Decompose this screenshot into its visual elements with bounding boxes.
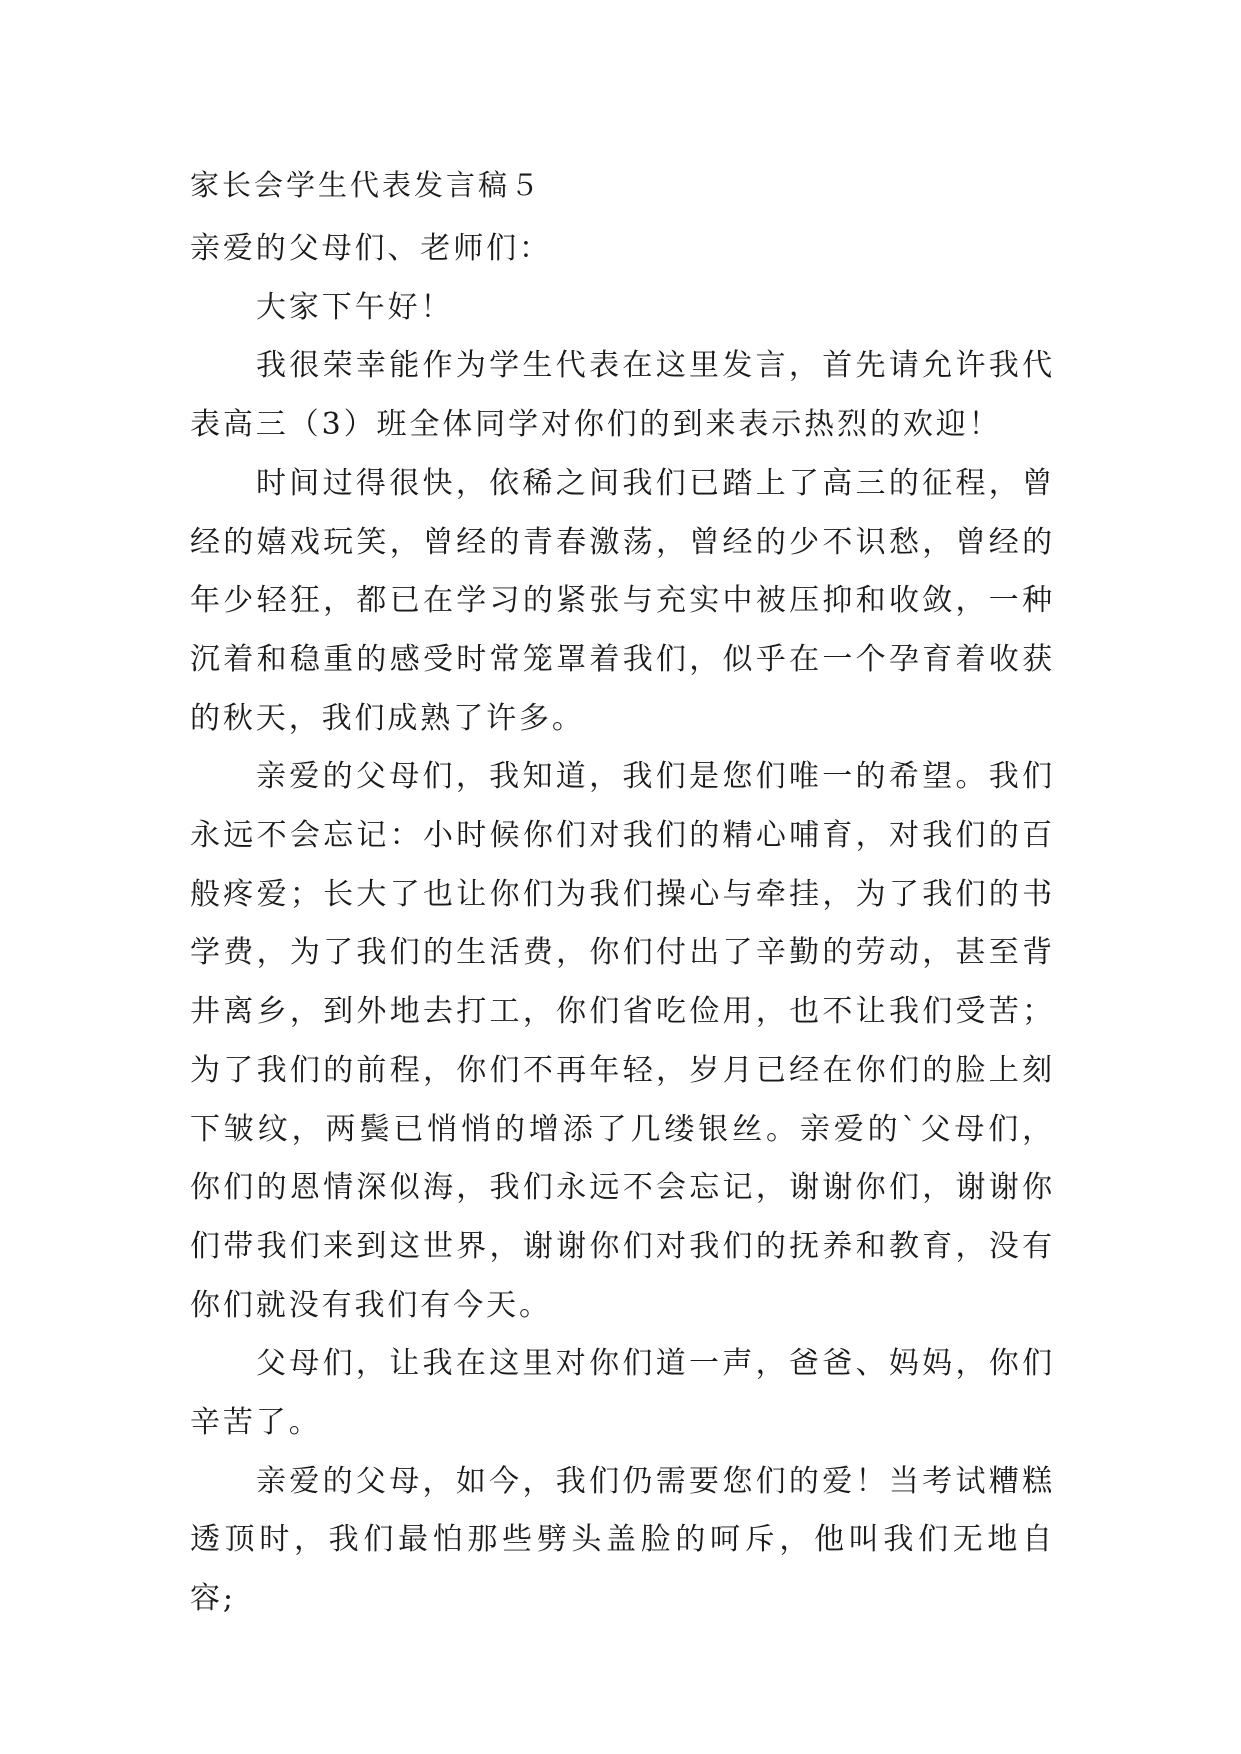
document-body bbox=[190, 220, 1055, 1629]
salutation: 亲爱的父母们、老师们： bbox=[190, 231, 552, 266]
paragraph-greeting: 大家下午好！ bbox=[256, 289, 454, 325]
paragraph-need-love: 亲爱的父母，如今，我们仍需要您们的爱！当考试糟糕透顶时，我们最怕那些劈头盖脸的呵斥，他叫我们无地自容; bbox=[190, 1463, 1055, 1617]
document-title: 家长会学生代表发言稿５ bbox=[190, 168, 543, 202]
paragraph-welcome: 我很荣幸能作为学生代表在这里发言，首先请允许我代表高三（3）班全体同学对你们的到来表示热烈的欢迎！ bbox=[190, 348, 1055, 443]
paragraph-gratitude: 亲爱的父母们，我知道，我们是您们唯一的希望。我们永远不会忘记：小时候你们对我们的精心哺育，对我们的百般疼爱；长大了也让你们为我们操心与牵挂，为了我们的书学费，为了我们的生活费，你们付出了辛勤的劳动，甚至背井离乡，到外地去打工，你们省吃俭用，也不让我们受苦；为了我们的前程，你们不再年轻，岁月已经在你们的脸上刻下皱纹，两鬓已悄悄的增添了几缕银丝。亲爱的`父母们，你们的恩情深似海，我们永远不会忘记，谢谢你们，谢谢你们带我们来到这世界，谢谢你们对我们的抚养和教育，没有你们就没有我们有今天。 bbox=[190, 759, 1055, 1323]
paragraph-thanks: 父母们，让我在这里对你们道一声，爸爸、妈妈，你们辛苦了。 bbox=[190, 1346, 1055, 1441]
paragraph-time: 时间过得很快，依稀之间我们已踏上了高三的征程，曾经的嬉戏玩笑，曾经的青春激荡，曾经的少不识愁，曾经的年少轻狂，都已在学习的紧张与充实中被压抑和收敛，一种沉着和稳重的感受时常笼罩着我们，似乎在一个孕育着收获的秋天，我们成熟了许多。 bbox=[190, 465, 1055, 736]
